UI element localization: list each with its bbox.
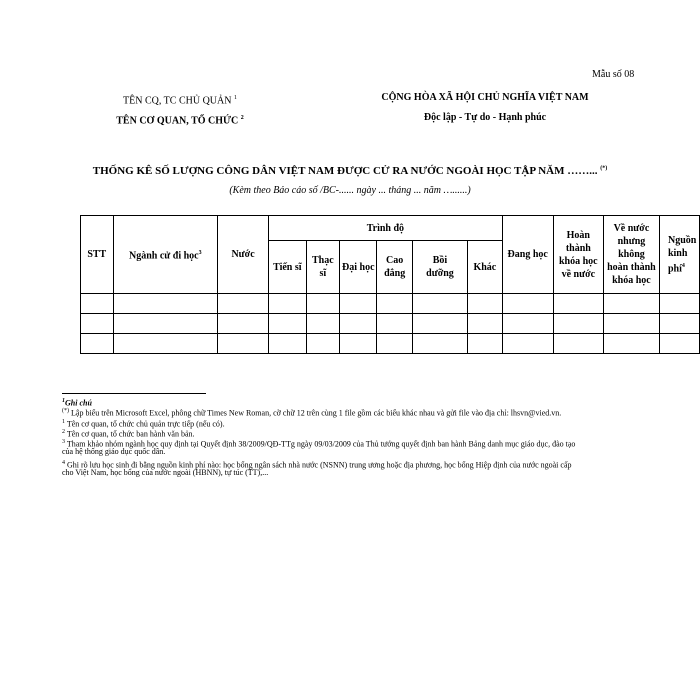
agency-name: TÊN CƠ QUAN, TỔ CHỨC $^2$ [116,115,244,127]
table-row [81,314,700,334]
col-other: Khác [468,241,503,294]
col-studying: Đang học [502,216,553,294]
table-row [81,334,700,354]
footnote-star: (*) Lập biểu trên Microsoft Excel, phông chữ Times New Roman, cỡ chữ 12 trên cùng 1 file gồm các biểu khác nhau và gửi file vào địa chỉ: lhsvn@vied.vn. [62,408,562,418]
col-university: Đại học [340,241,377,294]
table-row [81,294,700,314]
page-title: THỐNG KÊ SỐ LƯỢNG CÔNG DÂN VIỆT NAM ĐƯỢC CỬ RA NƯỚC NGOÀI HỌC TẬP NĂM ……... (*) [92,165,608,177]
footnote-heading: $^1$Ghi chú [62,398,92,408]
col-returned-not-completed: Về nước nhưng không hoàn thành khóa học [603,216,659,294]
form-number: Mẫu số 08 [592,69,635,80]
statistics-table [80,215,700,354]
col-education-level: Trình độ [269,216,503,241]
col-country: Nước [218,216,269,294]
col-stt: STT [81,216,114,294]
footnote-4: $^4$ Ghi rõ lưu học sinh đi bằng nguồn kinh phí nào: học bổng ngân sách nhà nước (NSNN) trung ương hoặc địa phương, học bổng Hiệp định của nước ngoài cấp [62,460,572,470]
col-doctorate: Tiến sĩ [269,241,306,294]
report-reference: (Kèm theo Báo cáo số /BC-...... ngày ... tháng ... năm …......) [229,185,471,196]
col-training: Bồi dưỡng [412,241,467,294]
col-college: Cao đẳng [377,241,413,294]
col-masters: Thạc sĩ [306,241,340,294]
footnote-3: $^3$ Tham khảo nhóm ngành học quy định tại Quyết định 38/2009/QĐ-TTg ngày 09/03/2009 của Thủ tướng quyết định ban hành Bảng danh mục giáo dục, đào tạo [62,439,576,449]
header-left [100,88,260,128]
col-completed-returned: Hoàn thành khóa học về nước [553,216,603,294]
motto: Độc lập - Tự do - Hạnh phúc [423,112,547,123]
footnote-4-continued: cho Việt Nam, học bổng của nước ngoài (HBNN), tự túc (TT),... [62,468,269,477]
table-header-row [81,216,700,241]
col-field-of-study: Ngành cử đi học$^3$ [113,216,217,294]
parent-agency-name: TÊN CQ, TC CHỦ QUẢN $^1$ [123,95,237,107]
header-right [372,88,598,128]
footnote-3-continued: của hệ thống giáo dục quốc dân. [62,447,166,456]
footnote-2: $^2$ Tên cơ quan, tổ chức ban hành văn bản. [62,429,195,439]
col-funding-source: Nguồn kinh phí$^4$ [659,216,699,294]
country-name: CỘNG HÒA XÃ HỘI CHỦ NGHĨA VIỆT NAM [381,92,589,103]
footnote-1: $^1$ Tên cơ quan, tổ chức chủ quản trực tiếp (nếu có). [62,419,225,429]
footnote-divider [62,393,206,394]
